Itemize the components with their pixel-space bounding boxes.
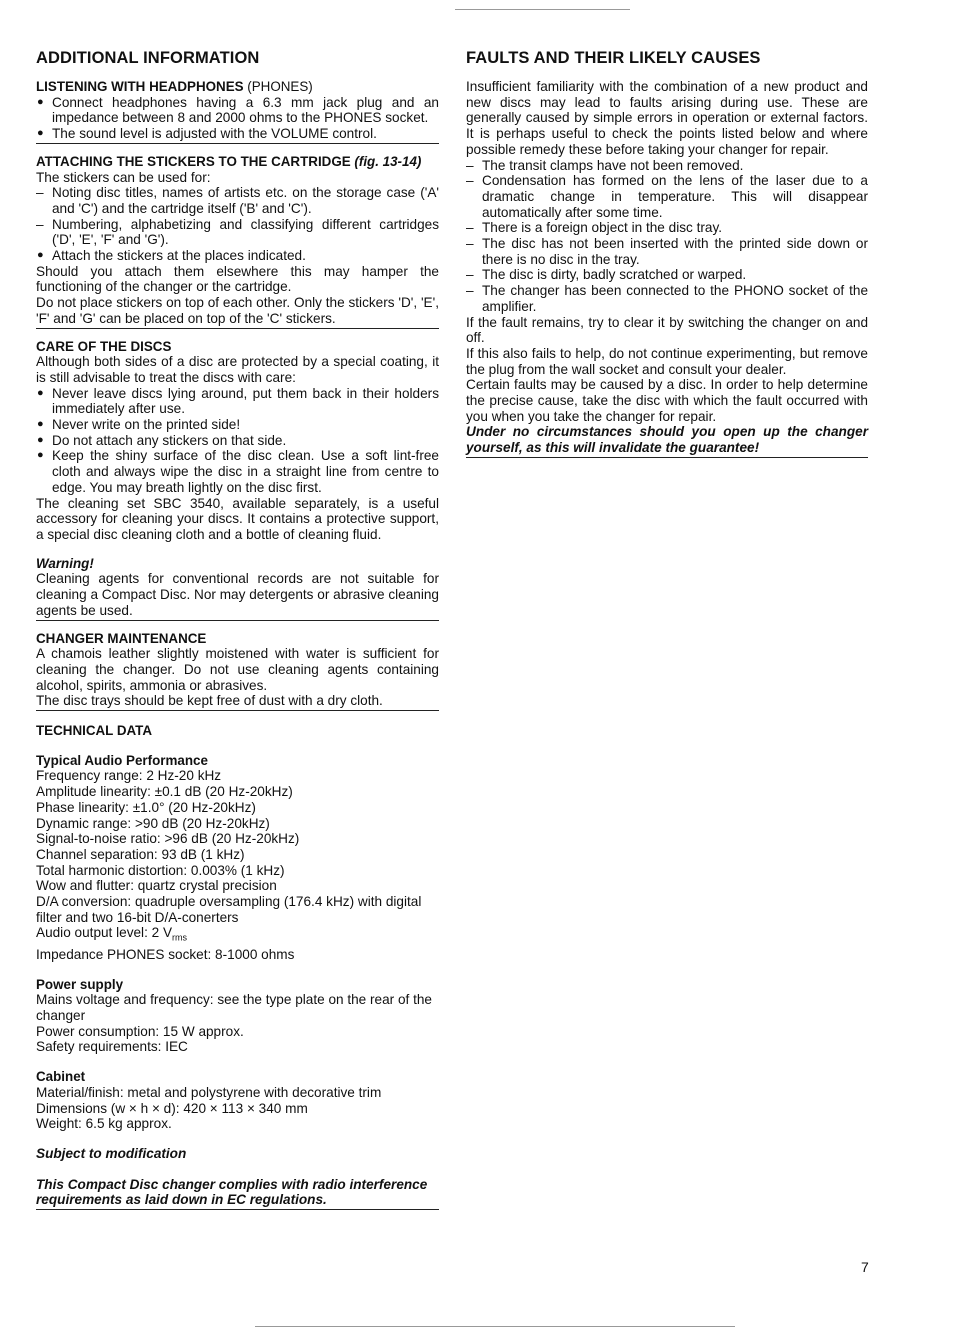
list-item: ● The sound level is adjusted with the VOLUME control. (36, 126, 439, 142)
spec-line: Phase linearity: ±1.0° (20 Hz-20kHz) (36, 799, 256, 815)
paragraph: The cleaning set SBC 3540, available separately, is a useful accessory for cleaning your discs. It contains a protective support, a special disc cleaning cloth and a bottle of cleaning fluid. (36, 495, 439, 542)
spec-line: Mains voltage and frequency: see the type plate on the rear of the changer (36, 992, 432, 1023)
section-technical-data (36, 723, 439, 1210)
section-headphones (36, 79, 439, 144)
warning-heading: Warning! (36, 555, 94, 571)
right-column (466, 48, 868, 458)
subject-to-modification: Subject to modification (36, 1145, 187, 1161)
dash-list (466, 158, 868, 315)
page-number: 7 (861, 1259, 869, 1275)
list-item: ● Never write on the printed side! (36, 417, 439, 433)
section-faults (466, 79, 868, 458)
spec-line: Signal-to-noise ratio: >96 dB (20 Hz-20kHz) (36, 831, 300, 847)
page-title: ADDITIONAL INFORMATION (36, 49, 260, 67)
compliance-notice: This Compact Disc changer complies with radio interference requirements as laid down in EC regulations. (36, 1177, 439, 1210)
spec-line: Dynamic range: >90 dB (20 Hz-20kHz) (36, 815, 270, 831)
figure-reference: (fig. 13-14) (350, 153, 422, 169)
spec-line: Frequency range: 2 Hz-20 kHz (36, 768, 222, 784)
section-heading: CHANGER MAINTENANCE (36, 630, 207, 646)
section-heading (36, 154, 439, 170)
output-level-unit: rms (172, 933, 188, 944)
list-item: ● Keep the shiny surface of the disc clean. Use a soft lint-free cloth and always wipe the disc in a straight line from centre to edge. You may breath lightly on the disc first. (36, 448, 439, 495)
list-item: – The disc has not been inserted with the printed side down or there is no disc in the tray. (466, 236, 868, 267)
spec-line: Channel separation: 93 dB (1 kHz) (36, 846, 245, 862)
section-heading: TECHNICAL DATA (36, 723, 153, 739)
paragraph: Do not place stickers on top of each other. Only the stickers 'D', 'E', 'F' and 'G' can be placed on top of the 'C' stickers. (36, 295, 439, 326)
bullet-list (36, 386, 439, 496)
list-item: – Numbering, alphabetizing and classifying different cartridges ('D', 'E', 'F' and 'G'). (36, 217, 439, 248)
list-item: – The disc is dirty, badly scratched or warped. (466, 267, 868, 283)
list-item: ● Attach the stickers at the places indicated. (36, 248, 439, 264)
spec-line: Safety requirements: IEC (36, 1039, 188, 1055)
spec-line: Material/finish: metal and polystyrene with decorative trim (36, 1084, 382, 1100)
section-stickers (36, 154, 439, 329)
section-care-of-discs (36, 339, 439, 543)
bullet-list (36, 95, 439, 142)
list-item: – Noting disc titles, names of artists etc. on the storage case ('A' and 'C') and the cartridge itself ('B' and 'C'). (36, 185, 439, 216)
section-heading: CARE OF THE DISCS (36, 338, 172, 354)
heading-text: ATTACHING THE STICKERS TO THE CARTRIDGE (36, 153, 351, 169)
subsection-heading: Cabinet (36, 1069, 86, 1085)
spec-line: D/A conversion: quadruple oversampling (176.4 kHz) with digital filter and two 16-bit D/A-conerters (36, 894, 422, 925)
heading-suffix: (PHONES) (243, 79, 313, 94)
list-item: ● Connect headphones having a 6.3 mm jack plug and an impedance between 8 and 2000 ohms to the PHONES socket. (36, 95, 439, 126)
paragraph: Should you attach them elsewhere this may hamper the functioning of the changer or the cartridge. (36, 263, 439, 295)
warranty-warning: Under no circumstances should you open up the changer yourself, as this will invalidate the guarantee! (466, 424, 868, 456)
spec-line: Total harmonic distortion: 0.003% (1 kHz) (36, 862, 285, 878)
paragraph: If the fault remains, try to clear it by switching the changer on and off. (466, 314, 868, 346)
spec-line: Weight: 6.5 kg approx. (36, 1116, 172, 1132)
list-item: – There is a foreign object in the disc tray. (466, 220, 868, 236)
spec-line: Amplitude linearity: ±0.1 dB (20 Hz-20kHz) (36, 784, 293, 800)
subsection-heading: Power supply (36, 976, 124, 992)
list-item: – Condensation has formed on the lens of the laser due to a dramatic change in temperature. This will disappear automatically after some time. (466, 173, 868, 220)
dash-list (36, 185, 439, 264)
scan-artifact-bottom (255, 1326, 735, 1327)
section-changer-maintenance (36, 631, 439, 712)
list-item: ● Do not attach any stickers on that side. (36, 433, 439, 449)
paragraph: The disc trays should be kept free of dust with a dry cloth. (36, 693, 383, 709)
list-item: – The transit clamps have not been removed. (466, 158, 868, 174)
spec-line: Dimensions (w × h × d): 420 × 113 × 340 mm (36, 1100, 308, 1116)
paragraph: Although both sides of a disc are protected by a special coating, it is still advisable to treat the discs with care: (36, 354, 439, 385)
subsection-heading: Typical Audio Performance (36, 752, 208, 768)
paragraph: The stickers can be used for: (36, 169, 211, 185)
paragraph: If this also fails to help, do not continue experimenting, but remove the plug from the wall socket and consult your dealer. (466, 345, 868, 377)
section-title: FAULTS AND THEIR LIKELY CAUSES (466, 49, 761, 67)
spec-line: Power consumption: 15 W approx. (36, 1023, 244, 1039)
paragraph: A chamois leather slightly moistened with water is sufficient for cleaning the changer. Do not use cleaning agents containing alcohol, spirits, ammonia or abrasives. (36, 646, 439, 693)
list-item: – The changer has been connected to the PHONO socket of the amplifier. (466, 283, 868, 314)
paragraph: Cleaning agents for conventional records are not suitable for cleaning a Compact Disc. Nor may detergents or abrasive cleaning agents be used. (36, 571, 439, 618)
heading-text: LISTENING WITH HEADPHONES (36, 79, 244, 94)
paragraph: Certain faults may be caused by a disc. In order to help determine the precise cause, take the disc with which the fault occurred with you when you take the changer for repair. (466, 377, 868, 424)
spec-line: Wow and flutter: quartz crystal precision (36, 878, 277, 894)
spec-line: Impedance PHONES socket: 8-1000 ohms (36, 946, 295, 962)
output-level-text: Audio output level: 2 V (36, 925, 173, 941)
paragraph: Insufficient familiarity with the combination of a new product and new discs may lead to faults arising during use. These are generally caused by simple errors in operation or external factors. It is perhaps useful to check the points listed below and where possible remedy these before taking your changer for repair. (466, 79, 868, 157)
section-warning (36, 556, 439, 621)
section-heading (36, 79, 439, 95)
spec-line (36, 925, 439, 946)
scan-artifact-top (455, 9, 630, 10)
left-column (36, 48, 439, 1210)
list-item: ● Never leave discs lying around, put them back in their holders immediately after use. (36, 386, 439, 417)
